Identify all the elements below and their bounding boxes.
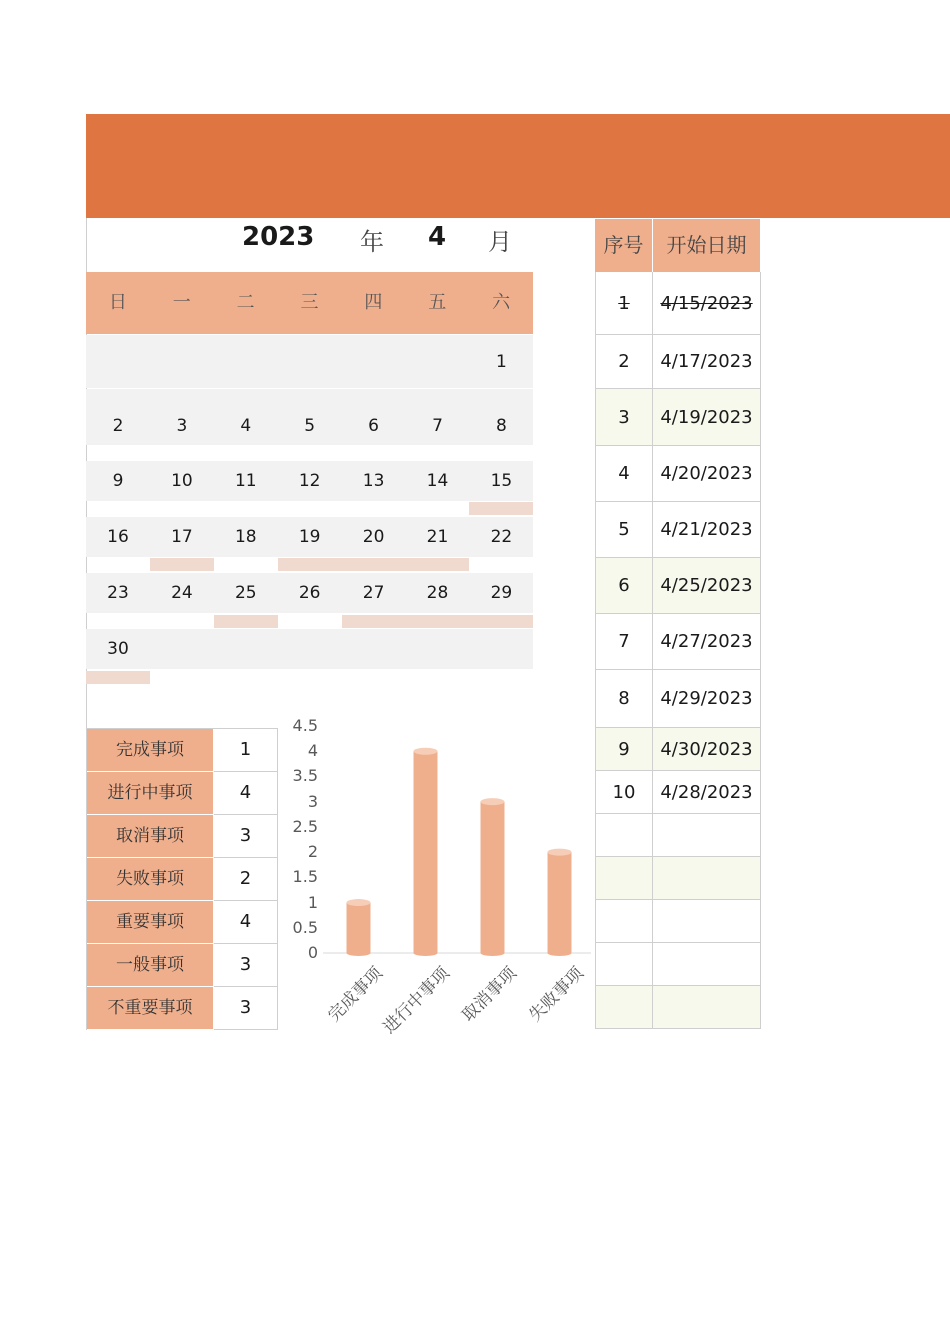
month-value[interactable]: 4 xyxy=(428,222,447,252)
y-tick-label: 0.5 xyxy=(292,917,318,937)
task-start-date-cell[interactable]: 4/30/2023 xyxy=(653,728,761,771)
calendar-day[interactable]: 9 xyxy=(112,471,124,491)
calendar-week-row xyxy=(86,335,533,388)
stat-value[interactable]: 1 xyxy=(214,729,278,772)
x-category-label: 完成事项 xyxy=(323,963,387,1026)
bar-0 xyxy=(347,899,371,956)
stat-label: 进行中事项 xyxy=(87,772,213,815)
calendar-day[interactable]: 1 xyxy=(495,352,507,372)
task-no-cell[interactable]: 5 xyxy=(595,502,653,558)
x-category-label: 进行中事项 xyxy=(378,963,454,1038)
calendar-day[interactable]: 19 xyxy=(298,527,321,547)
calendar-day[interactable]: 14 xyxy=(426,471,449,491)
calendar-day[interactable]: 16 xyxy=(107,527,129,547)
y-tick-label: 2.5 xyxy=(292,816,318,836)
task-start-date-cell[interactable] xyxy=(653,857,761,900)
weekday-header xyxy=(86,272,533,334)
task-no-cell[interactable] xyxy=(595,986,653,1029)
weekday-wed: 三 xyxy=(300,292,319,313)
calendar-day[interactable]: 18 xyxy=(234,527,257,547)
stat-value[interactable]: 3 xyxy=(214,815,278,858)
weekday-fri: 五 xyxy=(428,292,447,313)
task-no-cell[interactable]: 8 xyxy=(595,670,653,728)
task-no-cell[interactable]: 10 xyxy=(595,771,653,814)
calendar-day[interactable]: 17 xyxy=(171,527,193,547)
task-no-cell[interactable]: 7 xyxy=(595,614,653,670)
task-no-cell[interactable]: 3 xyxy=(595,389,653,446)
task-start-date-cell[interactable]: 4/27/2023 xyxy=(653,614,761,670)
task-no-cell[interactable]: 4 xyxy=(595,446,653,502)
event-mark xyxy=(469,502,533,515)
bar-1 xyxy=(414,748,438,956)
calendar-day[interactable]: 30 xyxy=(107,639,129,659)
event-mark xyxy=(278,558,469,571)
stat-value[interactable]: 2 xyxy=(214,858,278,901)
y-tick-label: 1 xyxy=(307,892,318,912)
task-start-date-cell[interactable] xyxy=(653,943,761,986)
calendar-day[interactable]: 4 xyxy=(240,416,252,436)
calendar-day[interactable]: 2 xyxy=(112,416,124,436)
calendar-day[interactable]: 23 xyxy=(107,583,129,603)
task-no-cell[interactable]: 2 xyxy=(595,335,653,389)
event-mark xyxy=(342,615,533,628)
stat-label: 失败事项 xyxy=(87,858,213,901)
task-start-date-cell[interactable] xyxy=(653,900,761,943)
calendar-day[interactable]: 15 xyxy=(490,471,513,491)
y-tick-label: 4 xyxy=(307,741,318,761)
stat-label: 重要事项 xyxy=(87,901,213,944)
weekday-mon: 一 xyxy=(172,292,191,313)
col-header-no[interactable]: 序号 xyxy=(595,219,652,272)
weekday-thu: 四 xyxy=(364,292,383,313)
stat-label: 取消事项 xyxy=(87,815,213,858)
task-no-cell[interactable] xyxy=(595,943,653,986)
calendar-day[interactable]: 21 xyxy=(426,527,449,547)
task-start-date-cell[interactable]: 4/19/2023 xyxy=(653,389,761,446)
stat-label: 一般事项 xyxy=(87,944,213,987)
calendar-day[interactable]: 22 xyxy=(490,527,513,547)
task-no-cell[interactable] xyxy=(595,814,653,857)
calendar-day[interactable]: 10 xyxy=(171,471,193,491)
calendar-day[interactable]: 27 xyxy=(362,583,385,603)
calendar-day[interactable]: 8 xyxy=(495,416,507,436)
task-no-cell[interactable]: 1 xyxy=(595,272,653,335)
bar-2 xyxy=(481,798,505,956)
calendar-day[interactable]: 6 xyxy=(368,416,379,436)
task-start-date-cell[interactable]: 4/28/2023 xyxy=(653,771,761,814)
stat-label: 完成事项 xyxy=(87,729,213,772)
stat-value[interactable]: 3 xyxy=(214,987,278,1030)
bar-3 xyxy=(548,849,572,956)
stat-value[interactable]: 3 xyxy=(214,944,278,987)
month-label: 月 xyxy=(488,228,512,256)
calendar-day[interactable]: 5 xyxy=(304,416,316,436)
task-no-cell[interactable]: 6 xyxy=(595,558,653,614)
weekday-sun: 日 xyxy=(108,292,127,313)
calendar-day[interactable]: 12 xyxy=(298,471,321,491)
calendar-day[interactable]: 29 xyxy=(490,583,513,603)
calendar-week-row xyxy=(86,629,533,669)
stat-value[interactable]: 4 xyxy=(214,901,278,944)
stat-value[interactable]: 4 xyxy=(214,772,278,815)
stat-label: 不重要事项 xyxy=(87,987,213,1030)
header-banner xyxy=(86,114,950,218)
y-tick-label: 3 xyxy=(307,791,318,811)
x-category-label: 失败事项 xyxy=(524,963,588,1026)
calendar-day[interactable]: 24 xyxy=(171,583,193,603)
y-tick-label: 4.5 xyxy=(292,716,318,735)
task-start-date-cell[interactable] xyxy=(653,986,761,1029)
col-header-start-date[interactable]: 开始日期 xyxy=(653,219,760,272)
y-tick-label: 2 xyxy=(307,842,318,862)
calendar-day[interactable]: 13 xyxy=(362,471,385,491)
task-no-cell[interactable] xyxy=(595,900,653,943)
task-start-date-cell[interactable] xyxy=(653,814,761,857)
y-tick-label: 3.5 xyxy=(292,766,318,786)
task-start-date-cell[interactable]: 4/29/2023 xyxy=(653,670,761,728)
calendar-day[interactable]: 20 xyxy=(362,527,385,547)
calendar-day[interactable]: 3 xyxy=(176,416,188,436)
task-start-date-cell[interactable]: 4/20/2023 xyxy=(653,446,761,502)
calendar-day[interactable]: 26 xyxy=(298,583,321,603)
task-start-date-cell[interactable]: 4/17/2023 xyxy=(653,335,761,389)
calendar-day[interactable]: 28 xyxy=(426,583,449,603)
task-start-date-cell[interactable]: 4/21/2023 xyxy=(653,502,761,558)
y-tick-label: 0 xyxy=(307,943,318,962)
event-mark xyxy=(214,615,278,628)
x-category-label: 取消事项 xyxy=(457,963,521,1026)
calendar-spacer xyxy=(86,389,533,405)
event-mark xyxy=(150,558,214,571)
task-start-date-cell[interactable]: 4/25/2023 xyxy=(653,558,761,614)
weekday-sat: 六 xyxy=(492,292,511,313)
calendar-title-box xyxy=(86,218,595,272)
event-mark xyxy=(86,671,150,684)
calendar-day[interactable]: 7 xyxy=(432,416,443,436)
year-value[interactable]: 2023 xyxy=(242,222,315,252)
calendar-day[interactable]: 25 xyxy=(234,583,257,603)
task-no-cell[interactable] xyxy=(595,857,653,900)
task-start-date-cell[interactable]: 4/15/2023 xyxy=(653,272,761,335)
weekday-tue: 二 xyxy=(236,292,255,313)
task-no-cell[interactable]: 9 xyxy=(595,728,653,771)
y-tick-label: 1.5 xyxy=(292,867,318,887)
calendar-day[interactable]: 11 xyxy=(234,471,257,491)
year-label: 年 xyxy=(360,228,384,256)
